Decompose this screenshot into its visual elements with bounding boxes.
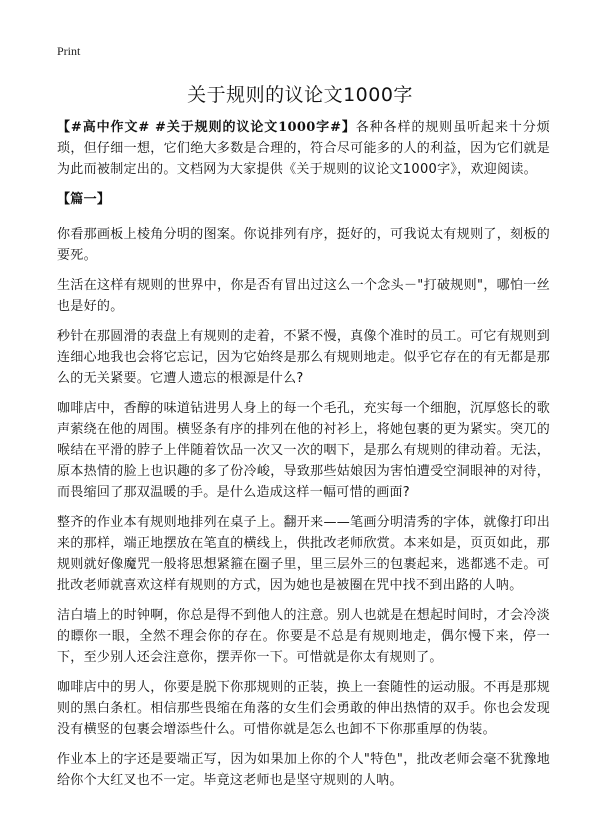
body-paragraph: 作业本上的字还是要端正写，因为如果加上你的个人"特色"，批改老师会毫不犹豫地给你个大红叉也不一定。毕竟这老师也是坚守规则的人呐。 bbox=[57, 752, 550, 788]
intro-text: 各种各样的规则虽听起来十分烦琐，但仔细一想，它们绝大多数是合理的，符合尽可能多的人的利益，因为它们就是为此而被制定出的。文档网为大家提供《关于规则的议论文1000字》，欢迎阅读。 bbox=[57, 120, 550, 177]
body-paragraph: 整齐的作业本有规则地排列在桌子上。翻开来——笔画分明清秀的字体，就像打印出来的那样，端正地摆放在笔直的横线上，供批改老师欣赏。本来如是，页页如此，那规则就好像魔咒一般将思想紧箍在圈子里，里三层外三的包裹起来，逃都逃不走。可批改老师就喜欢这样有规则的方式，因为她也是被圈在咒中找不到出路的人呐。 bbox=[57, 515, 550, 593]
body-paragraph: 洁白墙上的时钟啊，你总是得不到他人的注意。别人也就是在想起时间时，才会冷淡的瞟你一眼，全然不理会你的存在。你要是不总是有规则地走，偶尔慢下来，停一下，至少别人还会注意你，摆弄你一下。可惜就是你太有规则了。 bbox=[57, 608, 550, 665]
section-heading: 【篇一】 bbox=[57, 192, 111, 207]
print-label[interactable]: Print bbox=[57, 44, 81, 58]
article-body bbox=[57, 117, 550, 800]
body-paragraph: 咖啡店中的男人，你要是脱下你那规则的正装，换上一套随性的运动服。不再是那规则的黑白条杠。相信那些畏缩在角落的女生们会勇敢的伸出热情的双手。你也会发现没有横竖的包裹会增添些什么。可惜你就是怎么也卸不下你那重厚的伪装。 bbox=[57, 680, 550, 737]
body-paragraph: 咖啡店中，香醇的味道钻进男人身上的每一个毛孔，充实每一个细胞，沉厚悠长的歌声萦绕在他的周围。横竖条有序的排列在他的衬衫上，将她包裹的更为紧实。突兀的喉结在平滑的脖子上伴随着饮品一次又一次的咽下，是那么有规则的律动着。无法，原本热情的脸上也识趣的多了份冷峻，导致那些姑娘因为害怕遭受空洞眼神的对待，而畏缩回了那双温暖的手。是什么造成这样一幅可惜的画面? bbox=[57, 401, 550, 500]
intro-paragraph bbox=[57, 117, 550, 180]
intro-tag: 【#高中作文# #关于规则的议论文1000字#】 bbox=[57, 120, 356, 135]
page-title: 关于规则的议论文1000字 bbox=[187, 84, 413, 106]
body-paragraph: 生活在这样有规则的世界中，你是否有冒出过这么一个念头－"打破规则"，哪怕一丝也是好的。 bbox=[57, 278, 550, 314]
body-paragraph: 秒针在那圆滑的表盘上有规则的走着，不紧不慢，真像个准时的员工。可它有规则到连细心地我也会将它忘记，因为它始终是那么有规则地走。似乎它存在的有无都是那么的无关紧要。它遭人遗忘的根源是什么? bbox=[57, 329, 550, 386]
body-paragraph: 你看那画板上棱角分明的图案。你说排列有序，挺好的，可我说太有规则了，刻板的要死。 bbox=[57, 227, 550, 263]
